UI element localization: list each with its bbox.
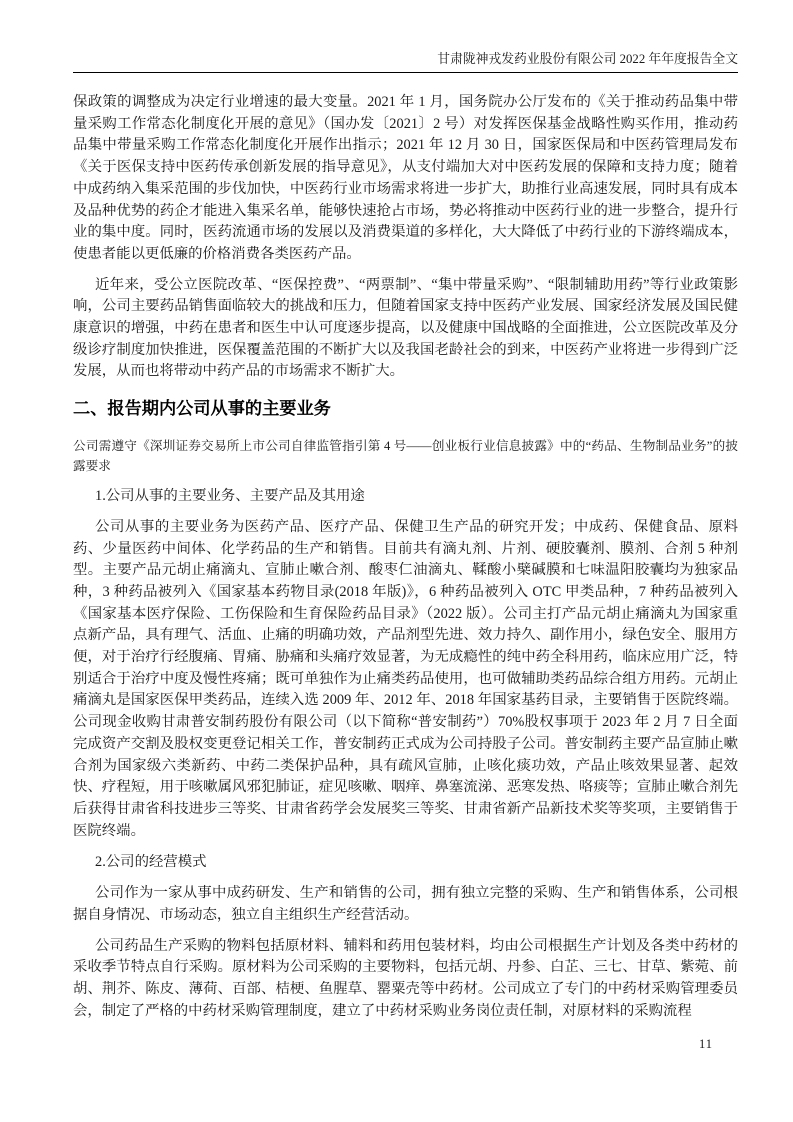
disclosure-requirement-note: 公司需遵守《深圳证券交易所上市公司自律监管指引第 4 号——创业板行业信息披露》中的“药品、生物制品业务”的披露要求 [73,439,738,473]
header-title: 甘肃陇神戎发药业股份有限公司 2022 年年度报告全文 [437,52,738,66]
subheading-operating-model: 2.公司的经营模式 [95,854,207,871]
section-heading-main-business: 二、报告期内公司从事的主要业务 [73,399,331,419]
paragraph-main-business-products: 公司从事的主要业务为医药产品、医疗产品、保健卫生产品的研究开发；中成药、保健食品、原料药、少量医药中间体、化学药品的生产和销售。目前共有滴丸剂、片剂、硬胶囊剂、膜剂、合剂 5 种剂型。主要产品元胡止痛滴丸、宣肺止嗽合剂、酸枣仁油滴丸、鞣酸小檗碱膜和七味温阳胶囊均为独家品种，3 种药品被列入《国家基本药物目录(2018 年版)》，6 种药品被列入 OTC 甲类品种，7 种药品被列入《国家基本医疗保险、工伤保险和生育保险药品目录》（2022 版）。公司主打产品元胡止痛滴丸为国家重点新产品，具有理气、活血、止痛的明确功效，产品剂型先进、效力持久、副作用小，绿色安全、服用方便，对于治疗行经腹痛、胃痛、胁痛和头痛疗效显著，为无成瘾性的纯中药全科用药，临床应用广泛，特别适合于治疗中度及慢性疼痛；既可单独作为止痛类药品使用，也可做辅助类药品综合组方用药。元胡止痛滴丸是国家医保甲类药品，连续入选 2009 年、2012 年、2018 年国家基药目录，主要销售于医院终端。公司现金收购甘肃普安制药股份有限公司（以下简称“普安制药”）70%股权事项于 2023 年 2 月 7 日全面完成资产交割及股权变更登记相关工作，普安制药正式成为公司持股子公司。普安制药主要产品宣肺止嗽合剂为国家级六类新药、中药二类保护品种，具有疏风宣肺，止咳化痰功效，产品止咳效果显著、起效快、疗程短，用于咳嗽属风邪犯肺证，症见咳嗽、咽痒、鼻塞流涕、恶寒发热、咯痰等；宣肺止嗽合剂先后获得甘肃省科技进步三等奖、甘肃省药学会发展奖三等奖、甘肃省新产品新技术奖等奖项，主要销售于医院终端。 [73,518,738,839]
document-body [73,92,738,1022]
paragraph-procurement-model: 公司药品生产采购的物料包括原材料、辅料和药用包装材料，均由公司根据生产计划及各类中药材的采收季节特点自行采购。原材料为公司采购的主要物料，包括元胡、丹参、白芷、三七、甘草、紫菀、前胡、荆芥、陈皮、薄荷、百部、桔梗、鱼腥草、罂粟壳等中药材。公司成立了专门的中药材采购管理委员会，制定了严格的中药材采购管理制度，建立了中药材采购业务岗位责任制，对原材料的采购流程 [73,937,738,1019]
paragraph-policy-continuation: 保政策的调整成为决定行业增速的最大变量。2021 年 1 月，国务院办公厅发布的《关于推动药品集中带量采购工作常态化制度化开展的意见》（国办发〔2021〕2 号）对发挥医保基金战略性购买作用，推动药品集中带量采购工作常态化制度化开展作出指示；2021 年 12 月 30 日，国家医保局和中医药管理局发布《关于医保支持中医药传承创新发展的指导意见》，从支付端加大对中医药发展的保障和支持力度；随着中成药纳入集采范围的步伐加快，中医药行业市场需求将进一步扩大，助推行业高速发展，同时具有成本及品种优势的药企才能进入集采名单，能够快速抢占市场，势必将推动中医药行业的进一步整合，提升行业的集中度。同时，医药流通市场的发展以及消费渠道的多样化，大大降低了中药行业的下游终端成本，使患者能以更低廉的价格消费各类医药产品。 [73,94,738,262]
page-header [73,0,738,73]
subheading-main-business-products: 1.公司从事的主要业务、主要产品及其用途 [95,488,365,505]
paragraph-operating-model: 公司作为一家从事中成药研发、生产和销售的公司，拥有独立完整的采购、生产和销售体系，公司根据自身情况、市场动态，独立自主组织生产经营活动。 [73,885,738,923]
page-number: 11 [698,1037,713,1051]
paragraph-recent-years-policy: 近年来，受公立医院改革、“医保控费”、“两票制”、“集中带量采购”、“限制辅助用药”等行业政策影响，公司主要药品销售面临较大的挑战和压力，但随着国家支持中医药产业发展、国家经济发展及国民健康意识的增强，中药在患者和医生中认可度逐步提高，以及健康中国战略的全面推进，公立医院改革及分级诊疗制度加快推进，医保覆盖范围的不断扩大以及我国老龄社会的到来，中医药产业将进一步得到广泛发展，从而也将带动中药产品的市场需求不断扩大。 [73,276,738,380]
